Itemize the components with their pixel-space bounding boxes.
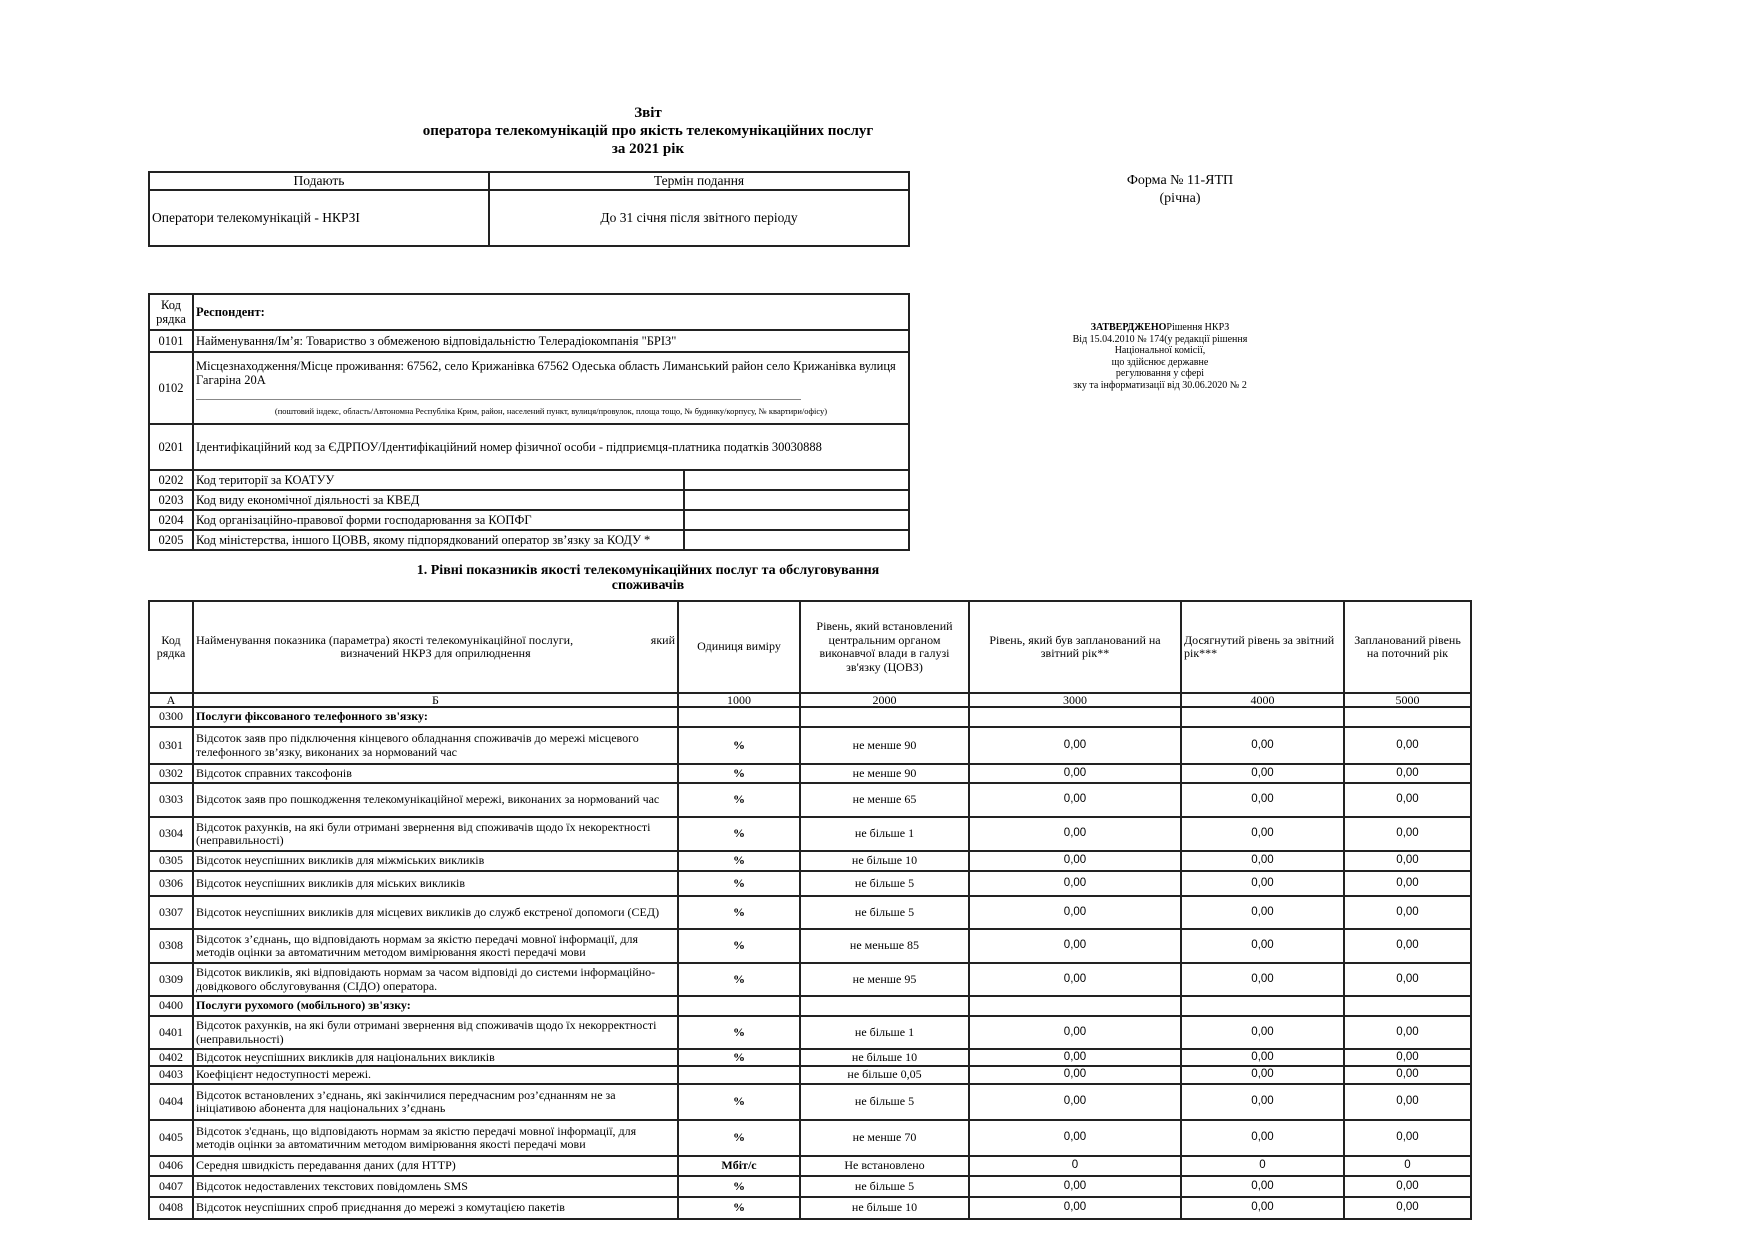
achieved-cell: 0 <box>1181 1156 1344 1176</box>
section-1-title <box>148 563 1148 593</box>
set-level-cell: не більше 10 <box>800 1049 969 1066</box>
indicator-name: Відсоток встановлених з’єднань, які закінчилися передчасним роз’єднанням не за ініціативою абонента для національних з’єднань <box>193 1084 678 1120</box>
approval-line4: що здійснює державне <box>1111 356 1209 368</box>
respondent-edrpou: Ідентифікаційний код за ЄДРПОУ/Ідентифікаційний номер фізичної особи - підприємця-платника податків 30030888 <box>193 424 909 470</box>
indicator-name: Середня швидкість передавання даних (для HTTP) <box>193 1156 678 1176</box>
next-year-cell: 0,00 <box>1344 764 1471 783</box>
set-level-cell <box>800 707 969 727</box>
quality-indicators-table <box>148 600 1472 1220</box>
achieved-cell: 0,00 <box>1181 817 1344 851</box>
next-year-cell: 0,00 <box>1344 1120 1471 1156</box>
next-year-cell: 0,00 <box>1344 1176 1471 1197</box>
column-number: 1000 <box>678 693 800 707</box>
table-row <box>149 896 1471 929</box>
planned-cell: 0,00 <box>969 727 1181 764</box>
row-code: 0101 <box>149 330 193 352</box>
submitter-value: Оператори телекомунікацій - НКРЗІ <box>149 190 489 246</box>
row-code: 0205 <box>149 530 193 550</box>
next-year-cell: 0,00 <box>1344 963 1471 996</box>
set-level-cell: не більше 5 <box>800 1084 969 1120</box>
indicator-name: Послуги рухомого (мобільного) зв'язку: <box>193 996 678 1016</box>
deadline-value: До 31 січня після звітного періоду <box>489 190 909 246</box>
indicator-name: Відсоток заяв про пошкодження телекомунікаційної мережі, виконаних за нормований час <box>193 783 678 817</box>
unit-cell: % <box>678 727 800 764</box>
indicator-name: Відсоток рахунків, на які були отримані звернення від споживачів щодо їх некоректності (неправильності) <box>193 817 678 851</box>
set-level-cell: не більше 5 <box>800 1176 969 1197</box>
planned-cell: 0,00 <box>969 871 1181 896</box>
unit-cell: % <box>678 1197 800 1219</box>
report-title <box>148 104 1148 158</box>
set-level-cell: не більше 10 <box>800 851 969 871</box>
next-year-cell <box>1344 707 1471 727</box>
table-row <box>149 727 1471 764</box>
set-level-cell: не менше 95 <box>800 963 969 996</box>
column-number: 2000 <box>800 693 969 707</box>
unit-cell: % <box>678 963 800 996</box>
submitter-header: Подають <box>149 172 489 190</box>
indicator-name: Відсоток неуспішних викликів для міжміських викликів <box>193 851 678 871</box>
set-level-cell: не більше 0,05 <box>800 1066 969 1084</box>
indicator-name: Відсоток з'єднань, що відповідають нормам за якістю передачі мовної інформації, для методів оцінки за автоматичним методом вимірювання якості передачі мови <box>193 1120 678 1156</box>
table-row <box>149 929 1471 963</box>
row-code: 0308 <box>149 929 193 963</box>
kopfg-label: Код організаційно-правової форми господарювання за КОПФГ <box>193 510 684 530</box>
table-row <box>149 1084 1471 1120</box>
table-row <box>149 783 1471 817</box>
row-code: 0102 <box>149 352 193 424</box>
set-level-cell <box>800 996 969 1016</box>
respondent-address: Місцезнаходження/Місце проживання: 67562, село Крижанівка 67562 Одеська область Лиманський район село Крижанівка вулиця Гагаріна 20А <box>196 358 896 387</box>
row-code: 0301 <box>149 727 193 764</box>
unit-cell: % <box>678 764 800 783</box>
table-row <box>149 1066 1471 1084</box>
kodu-value <box>684 530 909 550</box>
next-year-cell: 0,00 <box>1344 1197 1471 1219</box>
achieved-cell <box>1181 996 1344 1016</box>
col-header-set-level: Рівень, який встановлений центральним органом виконавчої влади в галузі зв'язку (ЦОВЗ) <box>800 601 969 693</box>
next-year-cell: 0,00 <box>1344 727 1471 764</box>
achieved-cell: 0,00 <box>1181 963 1344 996</box>
planned-cell: 0,00 <box>969 1066 1181 1084</box>
planned-cell: 0,00 <box>969 851 1181 871</box>
unit-cell: % <box>678 851 800 871</box>
section-row <box>149 707 1471 727</box>
next-year-cell: 0,00 <box>1344 1066 1471 1084</box>
unit-cell: % <box>678 1016 800 1049</box>
row-code: 0303 <box>149 783 193 817</box>
achieved-cell: 0,00 <box>1181 1176 1344 1197</box>
achieved-cell: 0,00 <box>1181 727 1344 764</box>
column-number: Б <box>193 693 678 707</box>
section-row <box>149 996 1471 1016</box>
row-code: 0201 <box>149 424 193 470</box>
row-code: 0307 <box>149 896 193 929</box>
unit-cell: Мбіт/с <box>678 1156 800 1176</box>
row-code: 0400 <box>149 996 193 1016</box>
indicator-name: Відсоток рахунків, на які були отримані звернення від споживачів щодо їх некорректності (неправильності) <box>193 1016 678 1049</box>
col-header-name-a: Найменування показника (параметра) якості телекомунікаційної послуги, <box>196 632 574 647</box>
planned-cell: 0,00 <box>969 929 1181 963</box>
next-year-cell: 0,00 <box>1344 929 1471 963</box>
unit-cell: % <box>678 929 800 963</box>
achieved-cell: 0,00 <box>1181 764 1344 783</box>
respondent-header: Респондент: <box>193 294 909 330</box>
planned-cell: 0,00 <box>969 817 1181 851</box>
row-code: 0300 <box>149 707 193 727</box>
form-number: Форма № 11-ЯТП <box>1126 173 1234 188</box>
table-row <box>149 1049 1471 1066</box>
approval-line5: регулювання у сфері <box>1115 368 1205 379</box>
table-row <box>149 1156 1471 1176</box>
table-row <box>149 1120 1471 1156</box>
set-level-cell: не більше 5 <box>800 896 969 929</box>
col-header-code: Код рядка <box>149 601 193 693</box>
set-level-cell: не меньше 85 <box>800 929 969 963</box>
planned-cell: 0,00 <box>969 1049 1181 1066</box>
indicator-name: Відсоток неуспішних викликів для місцевих викликів до служб екстреної допомоги (СЕД) <box>193 896 678 929</box>
kved-label: Код виду економічної діяльності за КВЕД <box>193 490 684 510</box>
set-level-cell: не більше 5 <box>800 871 969 896</box>
row-code: 0404 <box>149 1084 193 1120</box>
planned-cell: 0,00 <box>969 896 1181 929</box>
next-year-cell: 0,00 <box>1344 871 1471 896</box>
unit-cell: % <box>678 896 800 929</box>
planned-cell: 0,00 <box>969 1176 1181 1197</box>
row-code: 0403 <box>149 1066 193 1084</box>
achieved-cell: 0,00 <box>1181 1084 1344 1120</box>
kved-value <box>684 490 909 510</box>
row-code: 0203 <box>149 490 193 510</box>
set-level-cell: не менше 70 <box>800 1120 969 1156</box>
row-code: 0401 <box>149 1016 193 1049</box>
set-level-cell: не менше 90 <box>800 727 969 764</box>
table-row <box>149 871 1471 896</box>
achieved-cell: 0,00 <box>1181 851 1344 871</box>
column-number: А <box>149 693 193 707</box>
kopfg-value <box>684 510 909 530</box>
unit-cell <box>678 707 800 727</box>
approval-line1: Рішення НКРЗ <box>1166 322 1230 333</box>
approval-bold: ЗАТВЕРДЖЕНО <box>1090 322 1167 333</box>
approval-line6: зку та інформатизації від 30.06.2020 № 2 <box>1073 379 1247 391</box>
row-code: 0306 <box>149 871 193 896</box>
table-row <box>149 851 1471 871</box>
col-header-unit: Одиниця виміру <box>678 601 800 693</box>
column-number: 3000 <box>969 693 1181 707</box>
next-year-cell: 0,00 <box>1344 783 1471 817</box>
planned-cell: 0 <box>969 1156 1181 1176</box>
planned-cell: 0,00 <box>969 1084 1181 1120</box>
indicator-name: Відсоток з’єднань, що відповідають нормам за якістю передачі мовної інформації, для методів оцінки за автоматичним методом вимірювання якості передачі мови <box>193 929 678 963</box>
column-number: 5000 <box>1344 693 1471 707</box>
unit-cell: % <box>678 1120 800 1156</box>
achieved-cell: 0,00 <box>1181 1049 1344 1066</box>
report-title-line3: за 2021 рік <box>611 141 685 157</box>
unit-cell: % <box>678 1049 800 1066</box>
planned-cell: 0,00 <box>969 1016 1181 1049</box>
next-year-cell: 0 <box>1344 1156 1471 1176</box>
table-row <box>149 764 1471 783</box>
set-level-cell: Не встановлено <box>800 1156 969 1176</box>
col-header-achieved: Досягнутий рівень за звітний рік*** <box>1181 601 1344 693</box>
submission-table <box>148 171 910 247</box>
next-year-cell: 0,00 <box>1344 1084 1471 1120</box>
table-row <box>149 1176 1471 1197</box>
unit-cell <box>678 1066 800 1084</box>
column-number-row <box>149 693 1471 707</box>
planned-cell: 0,00 <box>969 963 1181 996</box>
indicator-name: Послуги фіксованого телефонного зв'язку: <box>193 707 678 727</box>
col-header-name-b: який <box>650 632 675 647</box>
achieved-cell: 0,00 <box>1181 783 1344 817</box>
row-code: 0202 <box>149 470 193 490</box>
table-row <box>149 817 1471 851</box>
table-row <box>149 1016 1471 1049</box>
koatuu-label: Код території за КОАТУУ <box>193 470 684 490</box>
col-header-next: Запланований рівень на поточний рік <box>1344 601 1471 693</box>
deadline-header: Термін подання <box>489 172 909 190</box>
koatuu-value <box>684 470 909 490</box>
row-code: 0402 <box>149 1049 193 1066</box>
indicator-name: Відсоток справних таксофонів <box>193 764 678 783</box>
code-header: Код рядка <box>149 294 193 330</box>
planned-cell: 0,00 <box>969 764 1181 783</box>
next-year-cell: 0,00 <box>1344 817 1471 851</box>
set-level-cell: не більше 1 <box>800 1016 969 1049</box>
section-1-title-line1: 1. Рівні показників якості телекомунікаційних послуг та обслуговування <box>416 563 880 578</box>
planned-cell <box>969 707 1181 727</box>
respondent-address-cell <box>193 352 909 424</box>
column-number: 4000 <box>1181 693 1344 707</box>
indicator-name: Відсоток неуспішних викликів для міських викликів <box>193 871 678 896</box>
table-row <box>149 963 1471 996</box>
next-year-cell: 0,00 <box>1344 851 1471 871</box>
table-row <box>149 1197 1471 1219</box>
row-code: 0408 <box>149 1197 193 1219</box>
set-level-cell: не більше 10 <box>800 1197 969 1219</box>
row-code: 0204 <box>149 510 193 530</box>
row-code: 0407 <box>149 1176 193 1197</box>
set-level-cell: не менше 90 <box>800 764 969 783</box>
achieved-cell: 0,00 <box>1181 871 1344 896</box>
row-code: 0305 <box>149 851 193 871</box>
row-code: 0406 <box>149 1156 193 1176</box>
set-level-cell: не більше 1 <box>800 817 969 851</box>
next-year-cell <box>1344 996 1471 1016</box>
achieved-cell: 0,00 <box>1181 1197 1344 1219</box>
col-header-name <box>193 601 678 693</box>
table-body <box>149 707 1471 1219</box>
planned-cell: 0,00 <box>969 783 1181 817</box>
form-period: (річна) <box>1159 191 1201 206</box>
unit-cell: % <box>678 1176 800 1197</box>
indicator-name: Відсоток викликів, які відповідають нормам за часом відповіді до системи інформаційно-довідкового обслуговування (СІДО) оператора. <box>193 963 678 996</box>
row-code: 0302 <box>149 764 193 783</box>
unit-cell <box>678 996 800 1016</box>
planned-cell: 0,00 <box>969 1120 1181 1156</box>
approval-line2: Від 15.04.2010 № 174(у редакції рішення <box>1072 333 1248 345</box>
unit-cell: % <box>678 871 800 896</box>
kodu-label: Код міністерства, іншого ЦОВВ, якому підпорядкований оператор зв’язку за КОДУ * <box>193 530 684 550</box>
achieved-cell: 0,00 <box>1181 1120 1344 1156</box>
next-year-cell: 0,00 <box>1344 1016 1471 1049</box>
row-code: 0309 <box>149 963 193 996</box>
achieved-cell: 0,00 <box>1181 929 1344 963</box>
col-header-planned: Рівень, який був запланований на звітний рік** <box>969 601 1181 693</box>
indicator-name: Відсоток неуспішних викликів для національних викликів <box>193 1049 678 1066</box>
col-header-name-c: визначений НКРЗ для оприлюднення <box>340 646 531 660</box>
address-underline <box>196 399 801 400</box>
report-title-line2: оператора телекомунікацій про якість телекомунікаційних послуг <box>422 123 874 139</box>
unit-cell: % <box>678 783 800 817</box>
respondent-name: Найменування/Ім’я: Товариство з обмеженою відповідальністю Телерадіокомпанія "БРІЗ" <box>193 330 909 352</box>
achieved-cell <box>1181 707 1344 727</box>
indicator-name: Відсоток заяв про підключення кінцевого обладнання споживачів до мережі місцевого телефонного зв’язку, виконаних за нормований час <box>193 727 678 764</box>
set-level-cell: не менше 65 <box>800 783 969 817</box>
planned-cell: 0,00 <box>969 1197 1181 1219</box>
achieved-cell: 0,00 <box>1181 896 1344 929</box>
next-year-cell: 0,00 <box>1344 896 1471 929</box>
table-header-row <box>149 601 1471 693</box>
respondent-table <box>148 293 910 551</box>
next-year-cell: 0,00 <box>1344 1049 1471 1066</box>
unit-cell: % <box>678 817 800 851</box>
form-label <box>1080 172 1280 208</box>
approval-note <box>1010 322 1310 391</box>
section-1-title-line2: споживачів <box>611 578 685 593</box>
achieved-cell: 0,00 <box>1181 1016 1344 1049</box>
indicator-name: Відсоток неуспішних спроб приєднання до мережі з комутацією пакетів <box>193 1197 678 1219</box>
row-code: 0304 <box>149 817 193 851</box>
indicator-name: Відсоток недоставлених текстових повідомлень SMS <box>193 1176 678 1197</box>
unit-cell: % <box>678 1084 800 1120</box>
approval-line3: Національної комісії, <box>1114 345 1206 356</box>
achieved-cell: 0,00 <box>1181 1066 1344 1084</box>
row-code: 0405 <box>149 1120 193 1156</box>
address-hint: (поштовий індекс, область/Автономна Республіка Крим, район, населений пункт, вулиця/провулок, площа тощо, № будинку/корпусу, № квартири/офісу) <box>274 405 828 416</box>
planned-cell <box>969 996 1181 1016</box>
report-title-line1: Звіт <box>634 105 662 121</box>
indicator-name: Коефіцієнт недоступності мережі. <box>193 1066 678 1084</box>
